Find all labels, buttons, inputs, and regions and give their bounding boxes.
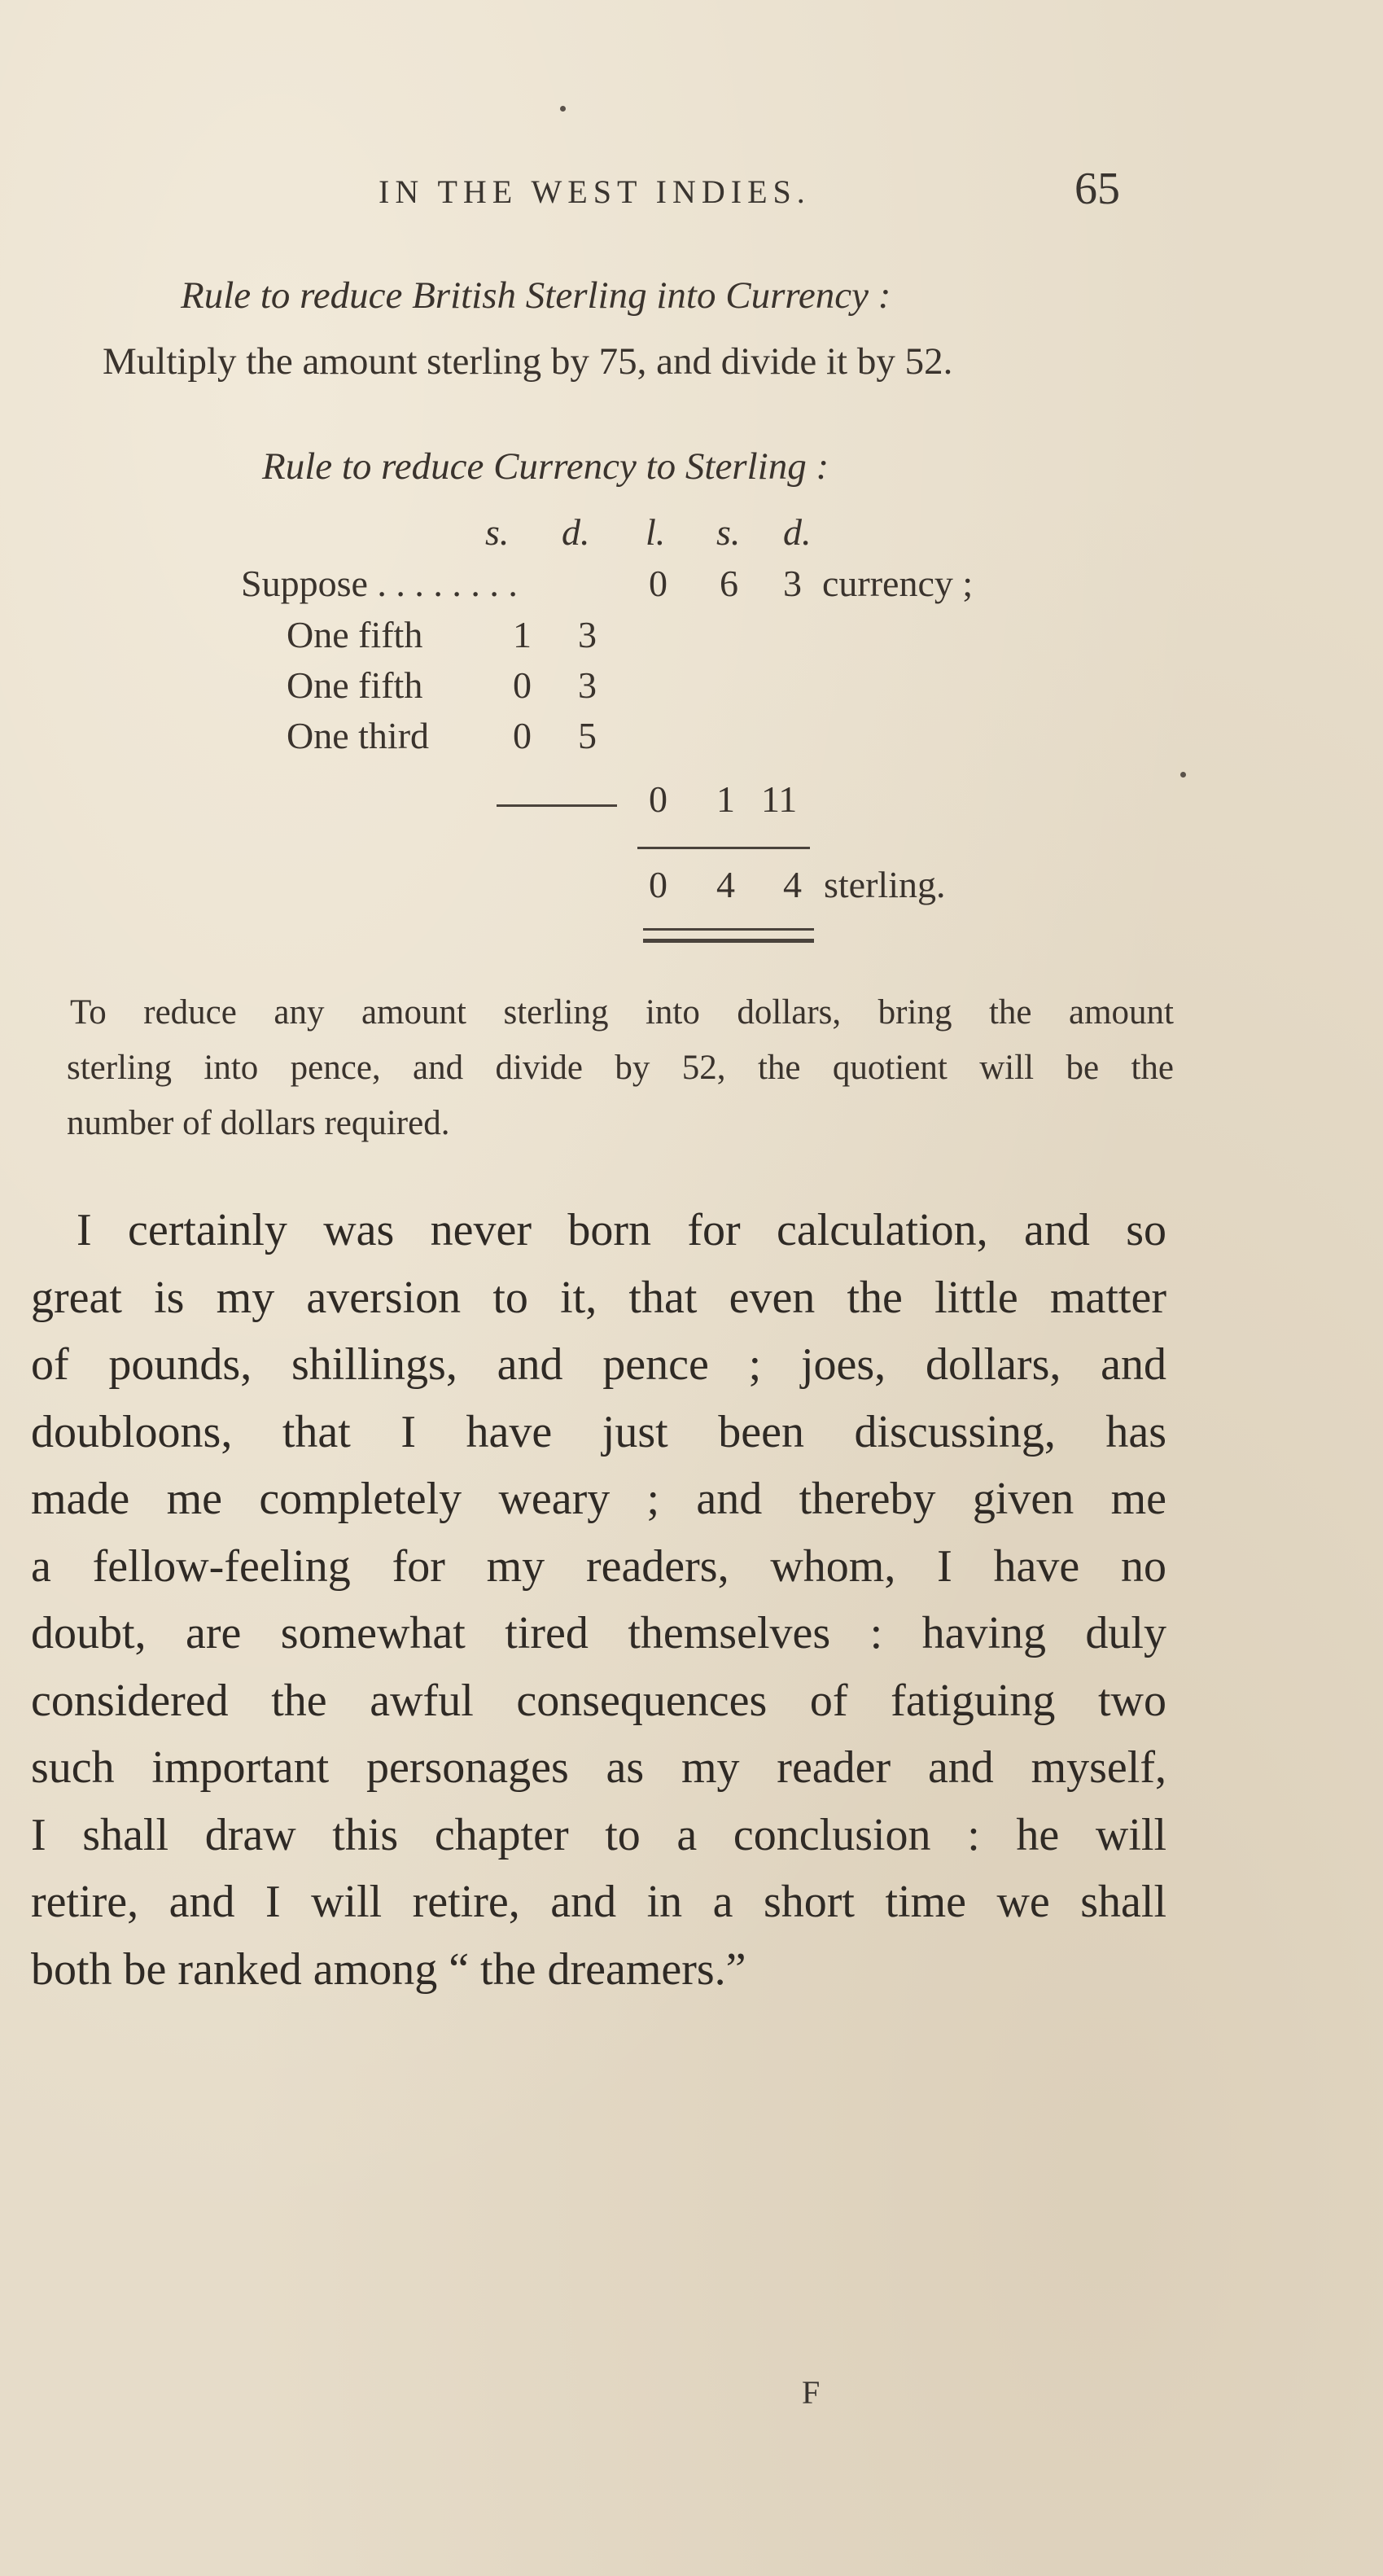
paragraph-line: a fellow-feeling for my readers, whom, I have no (31, 1540, 1166, 1592)
column-header-pounds: l. (646, 511, 666, 553)
rule-text-sterling-to-currency: Multiply the amount sterling by 75, and divide it by 52. (103, 340, 953, 383)
paragraph-line: considered the awful consequences of fatiguing two (31, 1675, 1166, 1726)
rule-heading-currency-to-sterling: Rule to reduce Currency to Sterling : (262, 445, 829, 488)
paragraph-line: To reduce any amount sterling into dollars, bring the amount (70, 993, 1174, 1032)
paper-speck (1180, 772, 1186, 778)
paragraph-line: number of dollars required. (67, 1104, 450, 1142)
paragraph-line: I certainly was never born for calculation, and so (77, 1205, 1166, 1255)
paragraph-line: great is my aversion to it, that even the little matter (31, 1272, 1166, 1323)
double-rule-bottom (643, 939, 814, 943)
column-header-pence: d. (783, 511, 812, 553)
page-header (0, 164, 1383, 238)
subtotal-shillings: 1 (716, 778, 735, 820)
suppose-pounds: 0 (649, 563, 667, 604)
signature-mark: F (802, 2374, 821, 2411)
paragraph-line: sterling into pence, and divide by 52, the quotient will be the (67, 1049, 1174, 1087)
result-note: sterling. (824, 864, 946, 905)
subtotal-dash-line (497, 804, 617, 807)
paragraph-line: both be ranked among “ the dreamers.” (31, 1943, 746, 1995)
paper-speck (560, 106, 566, 112)
rule-heading-sterling-to-currency: Rule to reduce British Sterling into Currency : (181, 274, 891, 317)
suppose-note: currency ; (822, 563, 974, 604)
subtotal-pounds: 0 (649, 778, 667, 820)
column-header-pence: d. (562, 511, 590, 553)
dollars-paragraph (67, 985, 1174, 1151)
part-label: One third (287, 715, 430, 756)
double-rule-top (643, 928, 814, 931)
column-header-shillings: s. (716, 511, 741, 553)
part-shillings: 0 (513, 664, 532, 706)
main-paragraph (31, 1197, 1166, 2003)
result-shillings: 4 (716, 864, 735, 905)
part-shillings: 1 (513, 614, 532, 655)
result-pence: 4 (783, 864, 802, 905)
suppose-pence: 3 (783, 563, 802, 604)
paragraph-line: of pounds, shillings, and pence ; joes, dollars, and (31, 1339, 1166, 1390)
paragraph-line: doubt, are somewhat tired themselves : having duly (31, 1608, 1166, 1658)
page-number: 65 (1074, 164, 1120, 214)
subtotal-pence: 11 (761, 778, 798, 820)
paragraph-line: I shall draw this chapter to a conclusion : he will (31, 1809, 1166, 1860)
paragraph-line: doubloons, that I have just been discussing, has (31, 1406, 1166, 1457)
suppose-shillings: 6 (720, 563, 738, 604)
paragraph-line: such important personages as my reader and myself, (31, 1742, 1166, 1793)
column-header-shillings: s. (485, 511, 510, 553)
paragraph-line: retire, and I will retire, and in a short time we shall (31, 1877, 1166, 1927)
part-label: One fifth (287, 664, 423, 706)
running-head: IN THE WEST INDIES. (379, 173, 811, 210)
result-pounds: 0 (649, 864, 667, 905)
part-pence: 3 (578, 664, 597, 706)
part-label: One fifth (287, 614, 423, 655)
sum-rule (637, 847, 810, 849)
part-pence: 5 (578, 715, 597, 756)
paragraph-line: made me completely weary ; and thereby given me (31, 1474, 1166, 1524)
suppose-label: Suppose . . . . . . . . (241, 563, 518, 604)
part-pence: 3 (578, 614, 597, 655)
part-shillings: 0 (513, 715, 532, 756)
